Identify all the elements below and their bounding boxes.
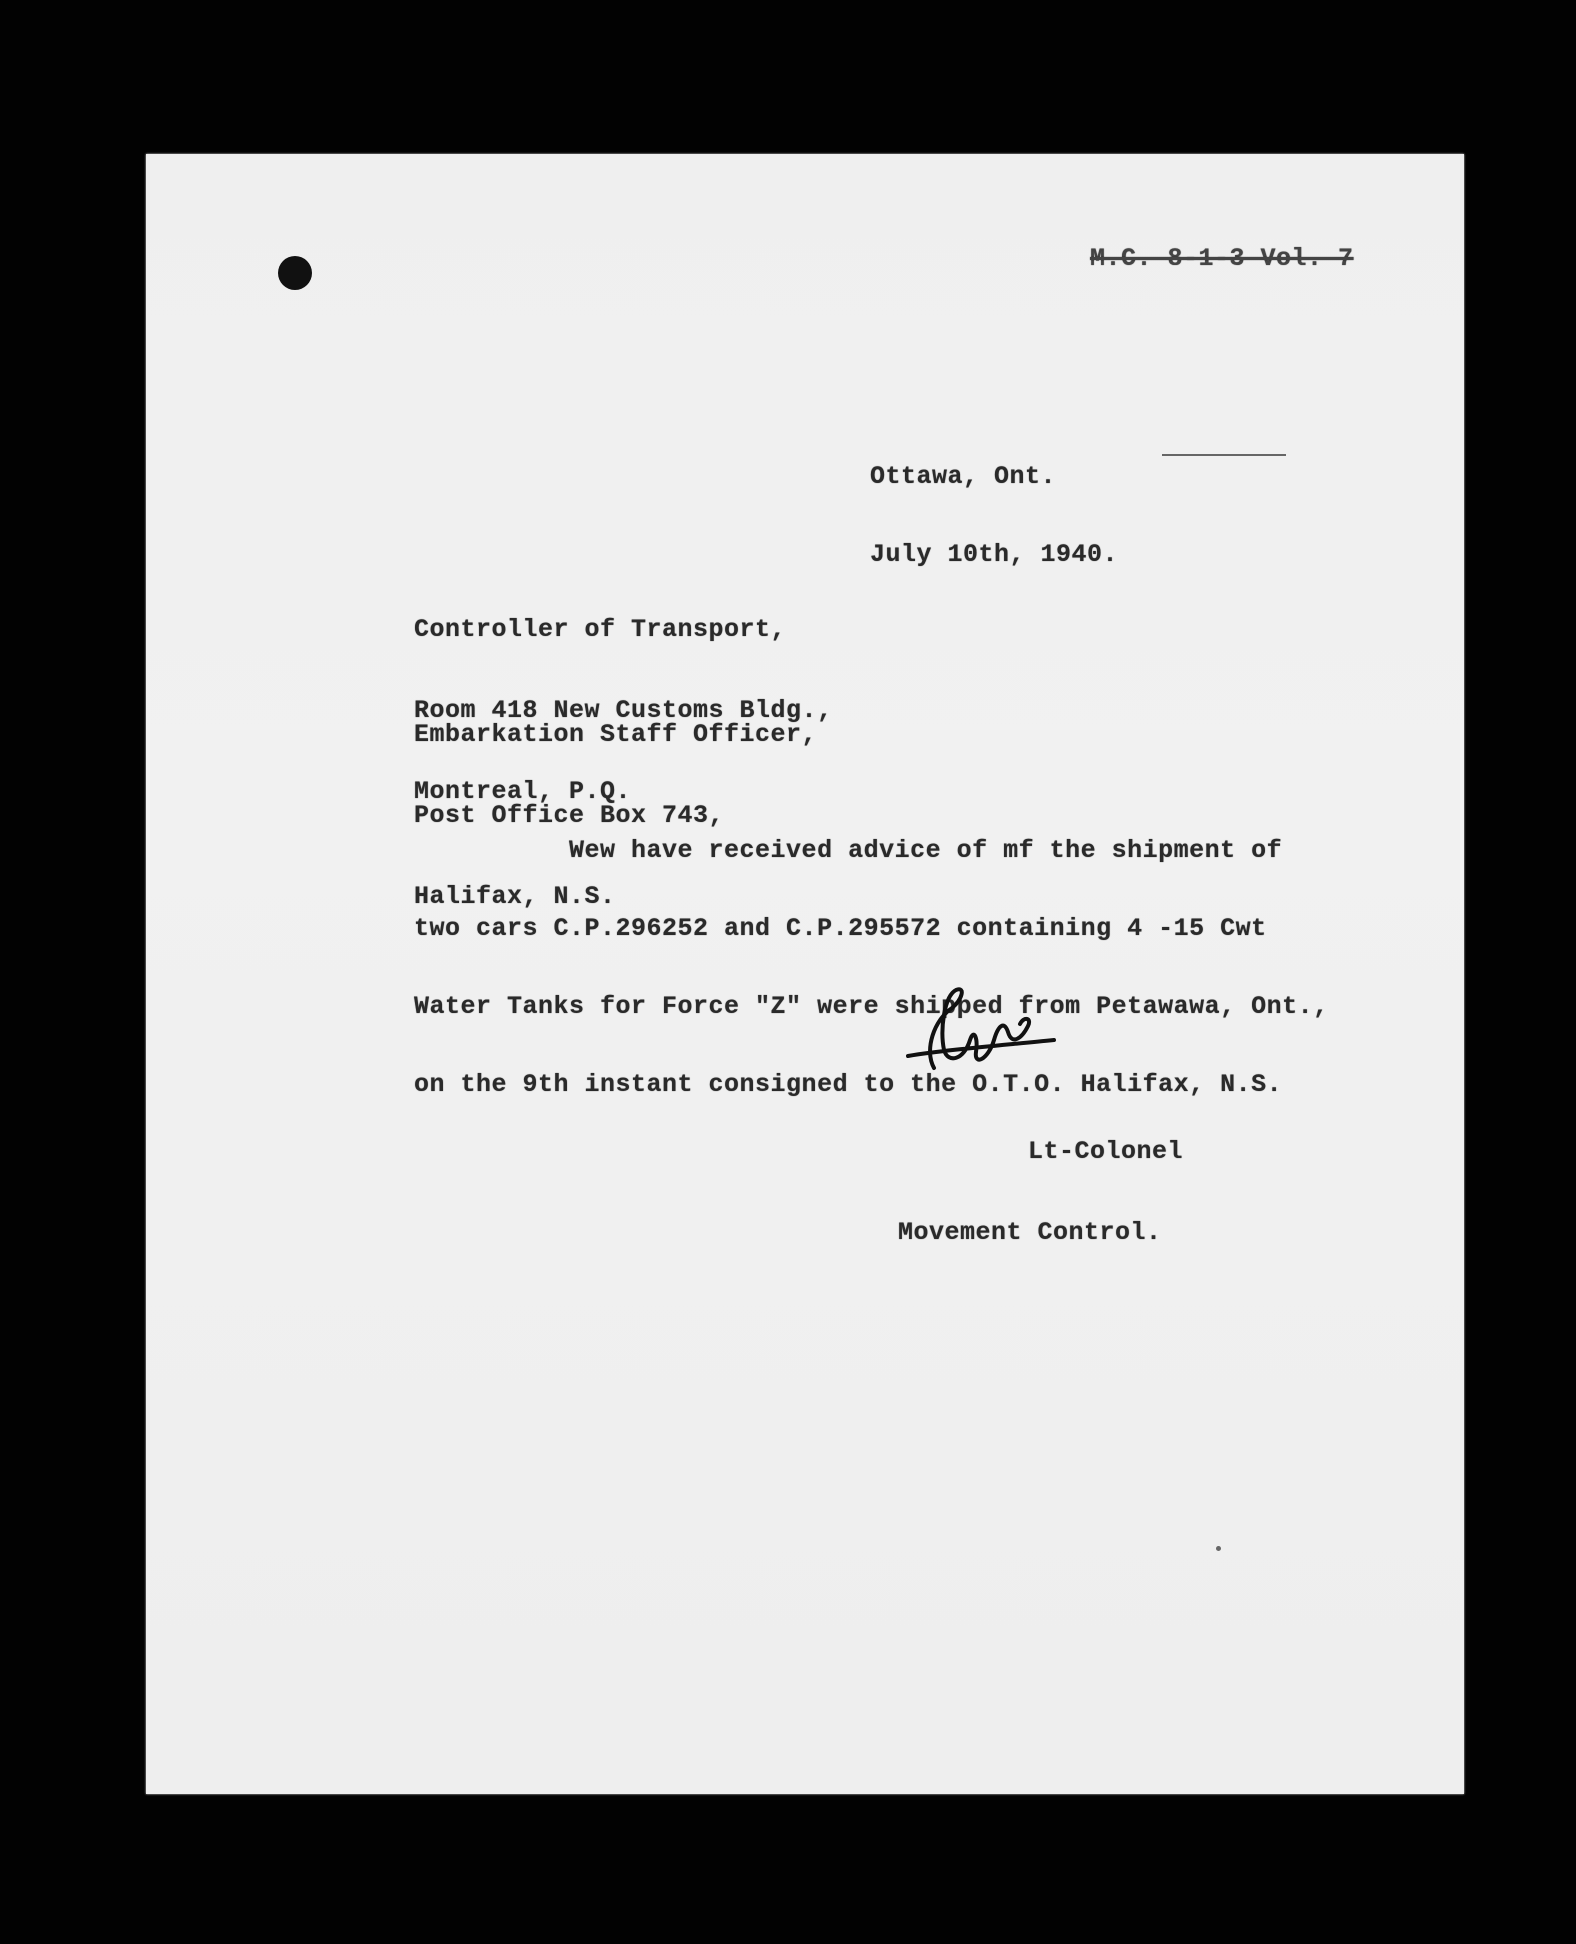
letter-body (414, 786, 1329, 1150)
file-reference: M.C. 8-1-3 Vol. 7 (1090, 244, 1354, 273)
handwritten-signature (904, 980, 1056, 1076)
letter-page (146, 154, 1464, 1794)
signature-block (898, 1084, 1183, 1300)
signature-unit: Movement Control. (898, 1218, 1162, 1247)
speck (1216, 1546, 1221, 1551)
body-line: Wew have received advice of mf the shipment of (414, 836, 1283, 865)
addressee-line: Montreal, P.Q. (414, 777, 632, 806)
addressee-line: Embarkation Staff Officer, (414, 720, 818, 749)
body-line: on the 9th instant consigned to the O.T.O. Halifax, N.S. (414, 1070, 1283, 1099)
addressee-line: Halifax, N.S. (414, 882, 616, 911)
date-rule (1162, 454, 1286, 456)
addressee-line: Controller of Transport, (414, 615, 787, 644)
date-line: July 10th, 1940. (870, 540, 1119, 569)
body-line: two cars C.P.296252 and C.P.295572 containing 4 -15 Cwt (414, 914, 1267, 943)
addressee-line: Room 418 New Customs Bldg., (414, 696, 833, 725)
addressee-line: Post Office Box 743, (414, 801, 725, 830)
signature-rank: Lt-Colonel (1028, 1137, 1184, 1166)
place-line: Ottawa, Ont. (870, 462, 1057, 491)
punch-hole (278, 256, 312, 290)
body-line: Water Tanks for Force "Z" were shipped from Petawawa, Ont., (414, 992, 1329, 1021)
date-block (870, 412, 1118, 620)
